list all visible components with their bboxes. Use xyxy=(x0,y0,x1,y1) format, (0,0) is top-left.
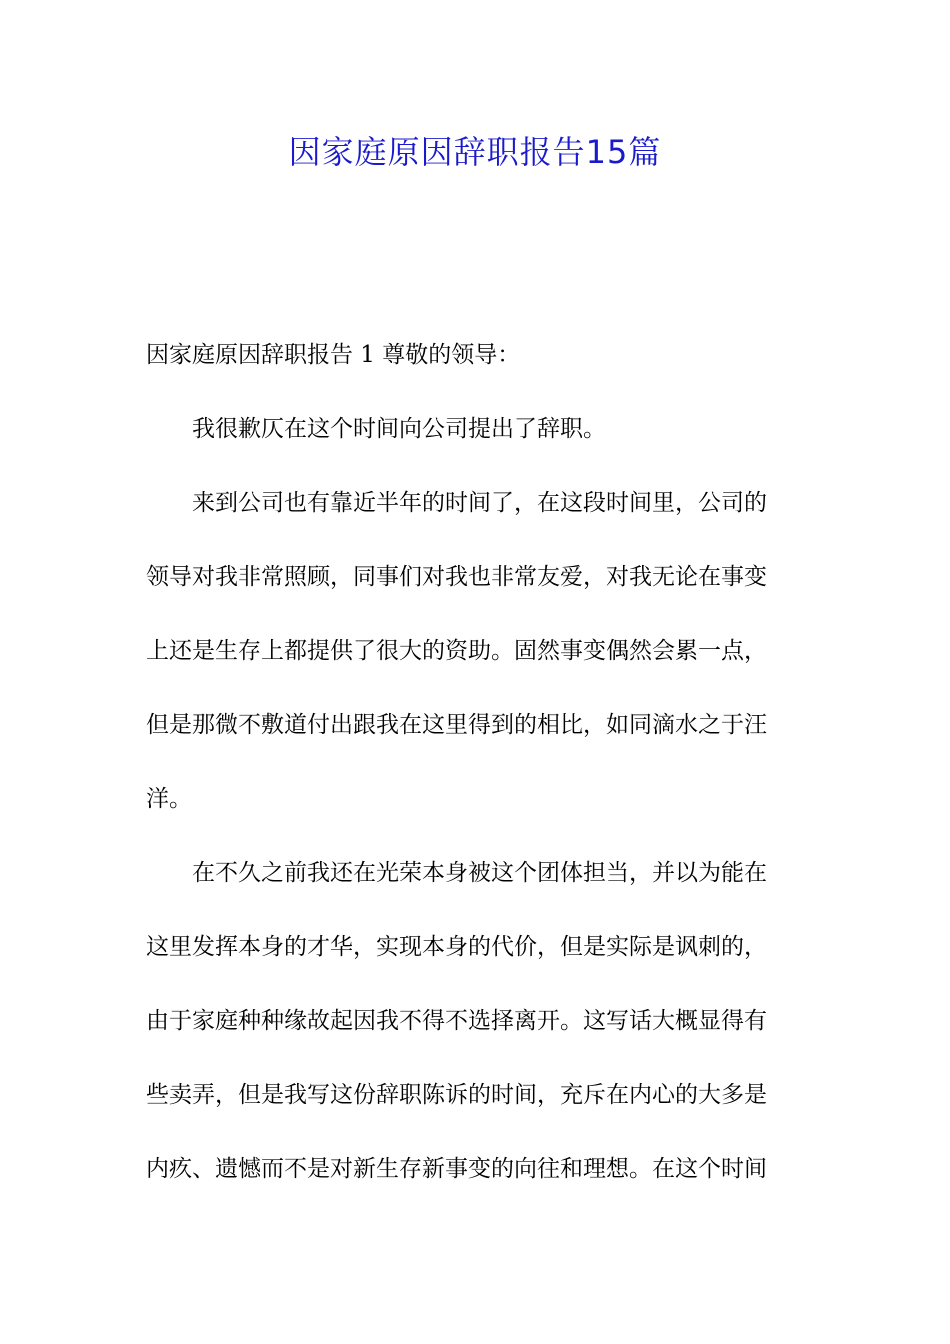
paragraph-line: 些卖弄，但是我写这份辞职陈诉的时间，充斥在内心的大多是 xyxy=(146,1082,767,1108)
paragraph-line: 在不久之前我还在光荣本身被这个团体担当，并以为能在 xyxy=(192,860,767,886)
paragraph-line: 由于家庭种种缘故起因我不得不选择离开。这写话大概显得有 xyxy=(146,1008,767,1034)
letter-heading-line: 因家庭原因辞职报告 1 尊敬的领导： xyxy=(146,342,521,368)
paragraph-3 xyxy=(146,855,806,1188)
paragraph-line: 内疚、遗憾而不是对新生存新事变的向往和理想。在这个时间 xyxy=(146,1156,767,1182)
paragraph-line: 但是那微不敷道付出跟我在这里得到的相比，如同滴水之于汪 xyxy=(146,712,767,738)
paragraph-1 xyxy=(146,411,806,448)
document-body xyxy=(146,337,806,1225)
paragraph-line: 洋。 xyxy=(146,786,192,812)
paragraph-line: 上还是生存上都提供了很大的资助。固然事变偶然会累一点， xyxy=(146,638,767,664)
paragraph-line: 这里发挥本身的才华，实现本身的代价，但是实际是讽刺的， xyxy=(146,934,767,960)
paragraph-line: 来到公司也有靠近半年的时间了，在这段时间里，公司的 xyxy=(192,490,767,516)
paragraph-line: 我很歉仄在这个时间向公司提出了辞职。 xyxy=(192,416,606,442)
paragraph-line: 领导对我非常照顾，同事们对我也非常友爱，对我无论在事变 xyxy=(146,564,767,590)
document-title: 因家庭原因辞职报告15篇 xyxy=(288,133,662,171)
paragraph-2 xyxy=(146,485,806,818)
